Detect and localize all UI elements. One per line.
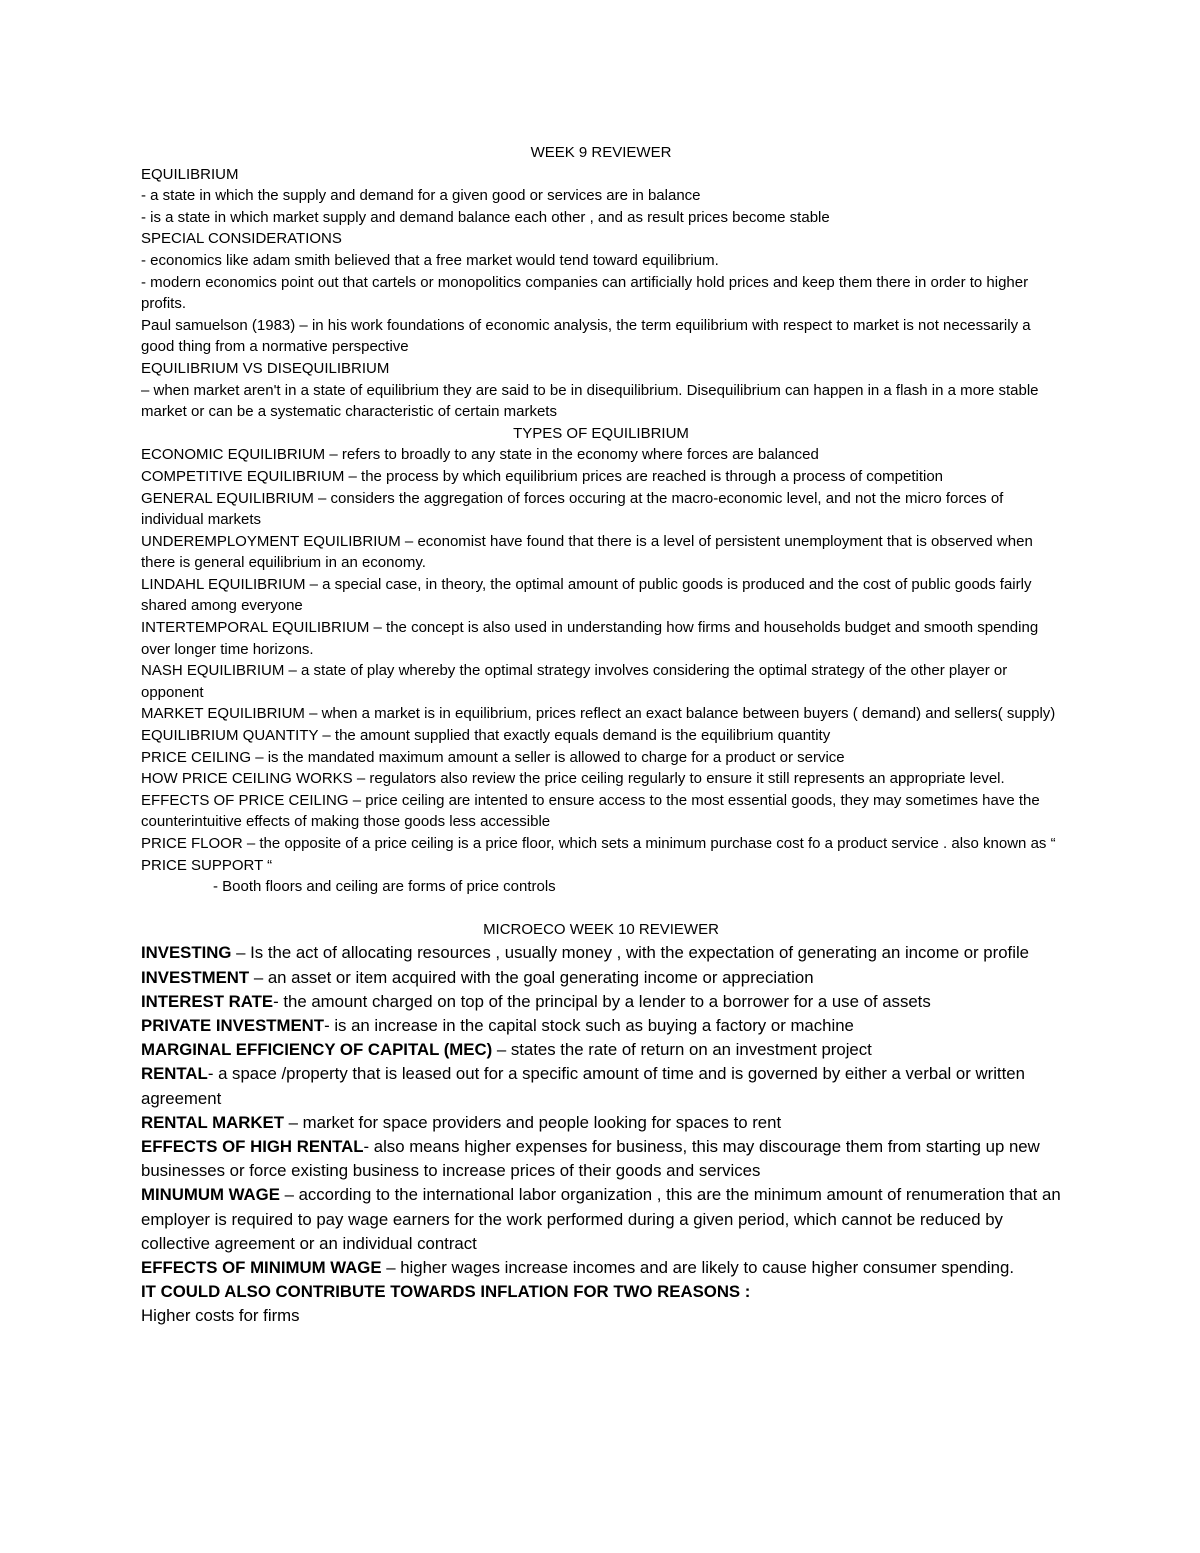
special-considerations-heading: SPECIAL CONSIDERATIONS: [141, 230, 342, 248]
type-text: – economist have found that there is a level of persistent unemployment that is observed when there is general equilibrium in an economy.: [141, 532, 1033, 572]
week10-entry: [141, 1111, 1061, 1135]
type-term: GENERAL EQUILIBRIUM: [141, 489, 314, 507]
booth-note: - Booth floors and ceiling are forms of price controls: [213, 878, 556, 896]
type-text: – the opposite of a price ceiling is a price floor, which sets a minimum purchase cost fo a product service . also known as “ PRICE SUPPORT “: [141, 835, 1056, 874]
week10-term: PRIVATE INVESTMENT: [141, 1015, 325, 1035]
week10-entry: [141, 1135, 1061, 1183]
type-term: MARKET EQUILIBRIUM: [141, 705, 305, 723]
inflation-heading: [141, 1280, 1061, 1304]
week10-entry: [141, 966, 1061, 990]
type-text: – price ceiling are intented to ensure access to the most essential goods, they may sometimes have the counterintuitive effects of making those goods less accessible: [141, 791, 1040, 831]
week10-entry: [141, 990, 1061, 1014]
week10-text: - a space /property that is leased out for a specific amount of time and is governed by either a verbal or written agreement: [141, 1064, 1025, 1108]
vs-heading: EQUILIBRIUM VS DISEQUILIBRIUM: [141, 359, 390, 377]
week10-text: – an asset or item acquired with the goal generating income or appreciation: [249, 967, 814, 987]
type-term: NASH EQUILIBRIUM: [141, 662, 285, 680]
week10-term: INVESTMENT: [141, 967, 250, 987]
type-term: PRICE CEILING: [141, 748, 252, 766]
type-text: – the amount supplied that exactly equals demand is the equilibrium quantity: [318, 727, 831, 745]
week10-term: INVESTING: [141, 943, 232, 963]
samuelson-text: – in his work foundations of economic analysis, the term equilibrium with respect to market is not necessarily a good thing from a normative perspective: [141, 316, 1031, 356]
type-entry: [141, 833, 1061, 876]
type-entry: [141, 790, 1061, 833]
type-text: – a special case, in theory, the optimal amount of public goods is produced and the cost of public goods fairly shared among everyone: [141, 575, 1032, 615]
week10-text: - also means higher expenses for business, this may discourage them from starting up new businesses or force existing business to increase prices of their goods and services: [141, 1137, 1040, 1181]
type-term: PRICE FLOOR: [141, 835, 243, 852]
week10-term: MARGINAL EFFICIENCY OF CAPITAL (MEC): [141, 1040, 493, 1060]
type-term: EFFECTS OF PRICE CEILING: [141, 791, 349, 809]
equilibrium-line-2: - is a state in which market supply and demand balance each other , and as result prices become stable: [141, 208, 830, 226]
week9-title: WEEK 9 REVIEWER: [530, 144, 672, 161]
type-entry: [141, 531, 1061, 574]
week10-term: MINUMUM WAGE: [141, 1185, 280, 1205]
week10-text: - the amount charged on top of the principal by a lender to a borrower for a use of assets: [273, 991, 931, 1011]
type-text: – regulators also review the price ceiling regularly to ensure it still represents an appropriate level.: [352, 770, 1005, 788]
type-entry: [141, 488, 1061, 531]
type-term: INTERTEMPORAL EQUILIBRIUM: [141, 619, 370, 637]
samuelson-entry: [141, 315, 1061, 358]
section-spacer: [141, 898, 1061, 920]
week10-title: MICROECO WEEK 10 REVIEWER: [483, 921, 719, 939]
type-text: – is the mandated maximum amount a seller is allowed to charge for a product or service: [251, 748, 845, 766]
week10-text: - is an increase in the capital stock such as buying a factory or machine: [324, 1015, 854, 1035]
week10-entry: [141, 941, 1061, 965]
week10-text: – higher wages increase incomes and are likely to cause higher consumer spending.: [381, 1258, 1014, 1278]
higher-costs-line: Higher costs for firms: [141, 1306, 300, 1326]
week10-text: – states the rate of return on an investment project: [492, 1040, 872, 1060]
week10-section: [141, 919, 1061, 1328]
equilibrium-line-1: - a state in which the supply and demand for a given good or services are in balance: [141, 187, 701, 205]
type-entry: [141, 466, 1061, 488]
week10-term: RENTAL MARKET: [141, 1112, 284, 1132]
samuelson-term: Paul samuelson (1983): [141, 316, 296, 334]
document-page: [141, 142, 1061, 1329]
vs-line-1: – when market aren't in a state of equilibrium they are said to be in disequilibrium. Disequilibrium can happen in a flash in a more stable market or can be a systematic characteristic of certain markets: [141, 381, 1039, 421]
week10-text: – market for space providers and people looking for spaces to rent: [283, 1112, 782, 1132]
type-text: – the process by which equilibrium prices are reached is through a process of competition: [344, 467, 943, 485]
type-entry: [141, 617, 1061, 660]
type-text: – the concept is also used in understanding how firms and households budget and smooth spending over longer time horizons.: [141, 619, 1039, 658]
inflation-heading-text: IT COULD ALSO CONTRIBUTE TOWARDS INFLATION FOR TWO REASONS :: [141, 1282, 751, 1302]
type-text: – when a market is in equilibrium, prices reflect an exact balance between buyers ( demand) and sellers( supply): [304, 705, 1056, 723]
type-entry: [141, 574, 1061, 617]
type-term: EQUILIBRIUM QUANTITY: [141, 727, 319, 745]
special-considerations-line-1: - economics like adam smith believed that a free market would tend toward equilibrium.: [141, 251, 719, 269]
week10-entry: [141, 1014, 1061, 1038]
week10-entry: [141, 1038, 1061, 1062]
type-entry: [141, 747, 1061, 769]
week10-term: INTEREST RATE: [141, 991, 274, 1011]
type-entry: [141, 725, 1061, 747]
week10-term: EFFECTS OF MINIMUM WAGE: [141, 1258, 382, 1278]
type-term: ECONOMIC EQUILIBRIUM: [141, 446, 326, 464]
type-term: COMPETITIVE EQUILIBRIUM: [141, 467, 345, 485]
special-considerations-line-2: - modern economics point out that cartels or monopolitics companies can artificially hold prices and keep them there in order to higher profits.: [141, 273, 1029, 313]
type-text: – a state of play whereby the optimal strategy involves considering the optimal strategy of the other player or opponent: [141, 662, 1008, 701]
types-title: TYPES OF EQUILIBRIUM: [513, 424, 689, 442]
type-term: LINDAHL EQUILIBRIUM: [141, 575, 306, 593]
week10-term: RENTAL: [141, 1064, 208, 1084]
type-term: HOW PRICE CEILING WORKS: [141, 770, 353, 788]
week10-text: – Is the act of allocating resources , usually money , with the expectation of generating an income or profile: [231, 943, 1030, 963]
type-text: – considers the aggregation of forces occuring at the macro-economic level, and not the micro forces of individual markets: [141, 489, 1004, 529]
type-text: – refers to broadly to any state in the economy where forces are balanced: [325, 446, 819, 464]
type-term: UNDEREMPLOYMENT EQUILIBRIUM: [141, 532, 401, 550]
week10-term: EFFECTS OF HIGH RENTAL: [141, 1137, 364, 1156]
week9-section: [141, 142, 1061, 919]
type-entry: [141, 660, 1061, 703]
week10-entry: [141, 1256, 1061, 1280]
type-entry: [141, 444, 1061, 466]
week10-entry: [141, 1183, 1061, 1256]
equilibrium-heading: EQUILIBRIUM: [141, 165, 239, 183]
week10-text: – according to the international labor organization , this are the minimum amount of renumeration that an employer is required to pay wage earners for the work performed during a given period, which cannot be reduced by collective agreement or an individual contract: [141, 1185, 1061, 1253]
week10-entry: [141, 1062, 1061, 1110]
type-entry: [141, 768, 1061, 790]
type-entry: [141, 703, 1061, 725]
